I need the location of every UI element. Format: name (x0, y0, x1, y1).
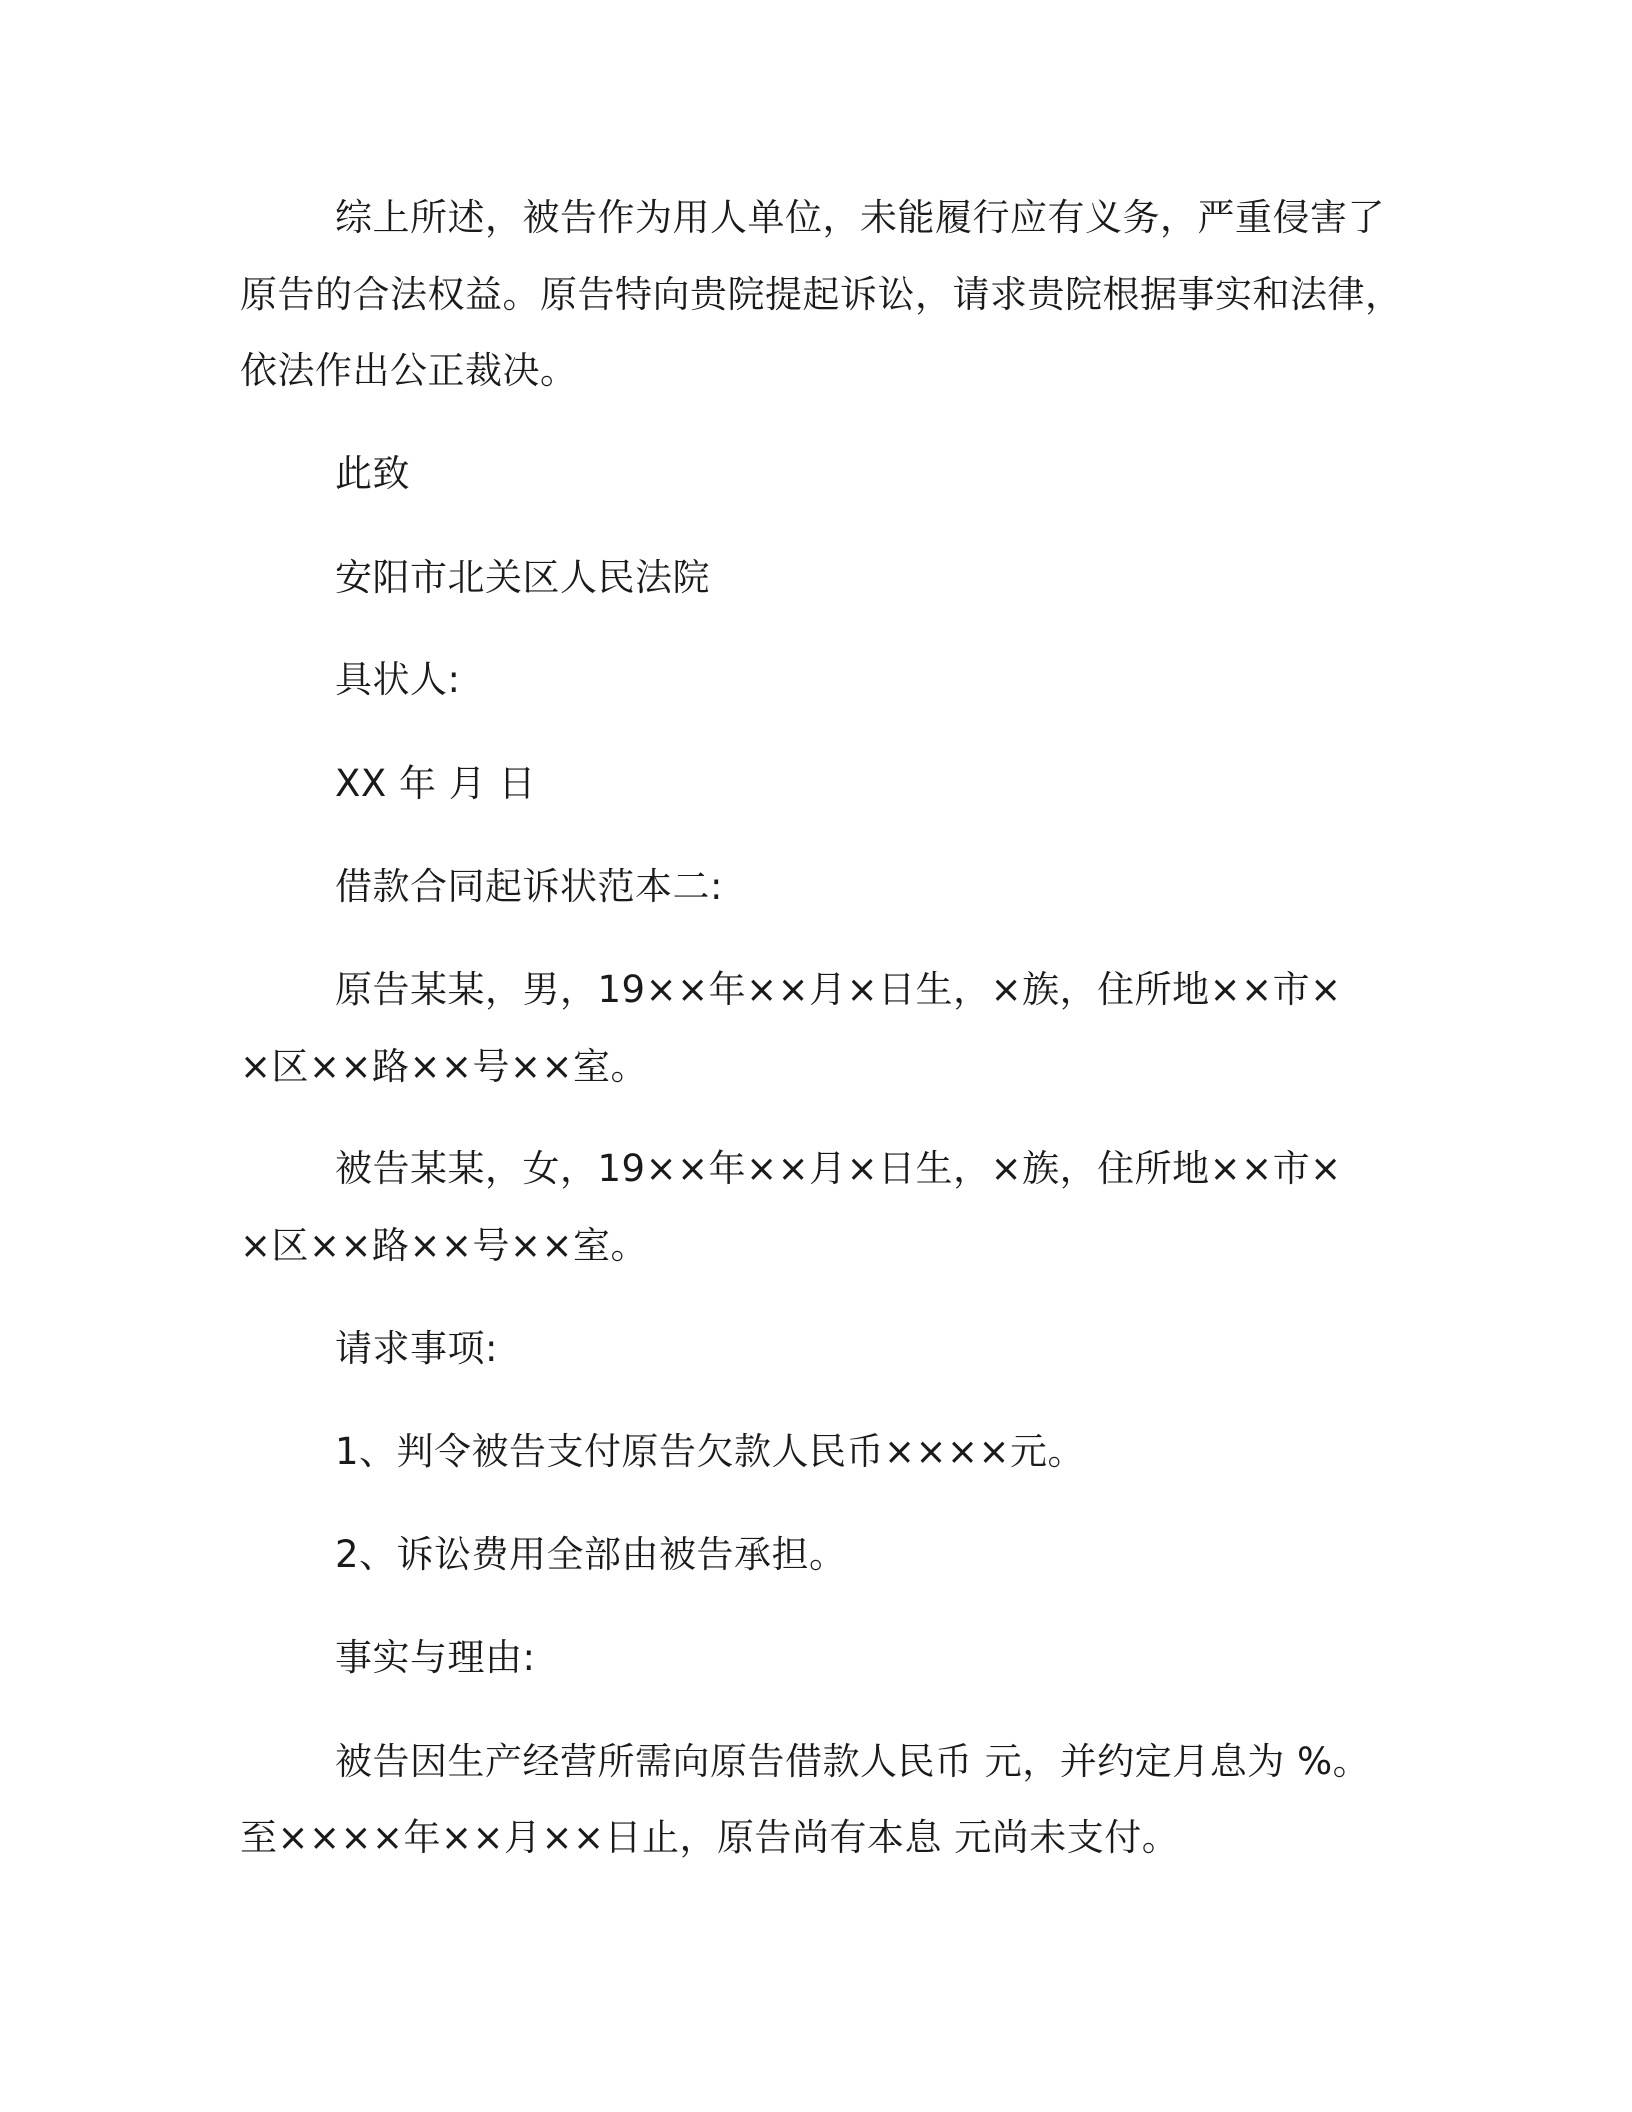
template-title: 借款合同起诉状范本二: (335, 865, 723, 908)
plaintiff-line-1: 原告某某，男，19××年××月×日生，×族，住所地××市× (335, 968, 1342, 1011)
facts-line-1: 被告因生产经营所需向原告借款人民币 元，并约定月息为 %。 (335, 1740, 1371, 1783)
plaintiff-line-2: ×区××路××号××室。 (240, 1045, 649, 1088)
claims-heading: 请求事项: (335, 1327, 498, 1370)
facts-heading: 事实与理由: (335, 1636, 536, 1679)
conclusion-line-1: 综上所述，被告作为用人单位，未能履行应有义务，严重侵害了 (335, 196, 1385, 239)
conclusion-line-3: 依法作出公正裁决。 (240, 349, 578, 392)
facts-line-2: 至××××年××月××日止，原告尚有本息 元尚未支付。 (240, 1816, 1180, 1859)
salutation: 此致 (335, 452, 410, 495)
conclusion-line-2: 原告的合法权益。原告特向贵院提起诉讼，请求贵院根据事实和法律， (240, 273, 1403, 316)
defendant-line-1: 被告某某，女，19××年××月×日生，×族，住所地××市× (335, 1147, 1342, 1190)
date-line: XX 年 月 日 (335, 762, 536, 805)
claim-item: 1、判令被告支付原告欠款人民币××××元。 (335, 1430, 1086, 1473)
court-name: 安阳市北关区人民法院 (335, 556, 710, 599)
plaintiff-signature: 具状人: (335, 658, 461, 701)
defendant-line-2: ×区××路××号××室。 (240, 1224, 649, 1267)
claim-item: 2、诉讼费用全部由被告承担。 (335, 1533, 847, 1576)
